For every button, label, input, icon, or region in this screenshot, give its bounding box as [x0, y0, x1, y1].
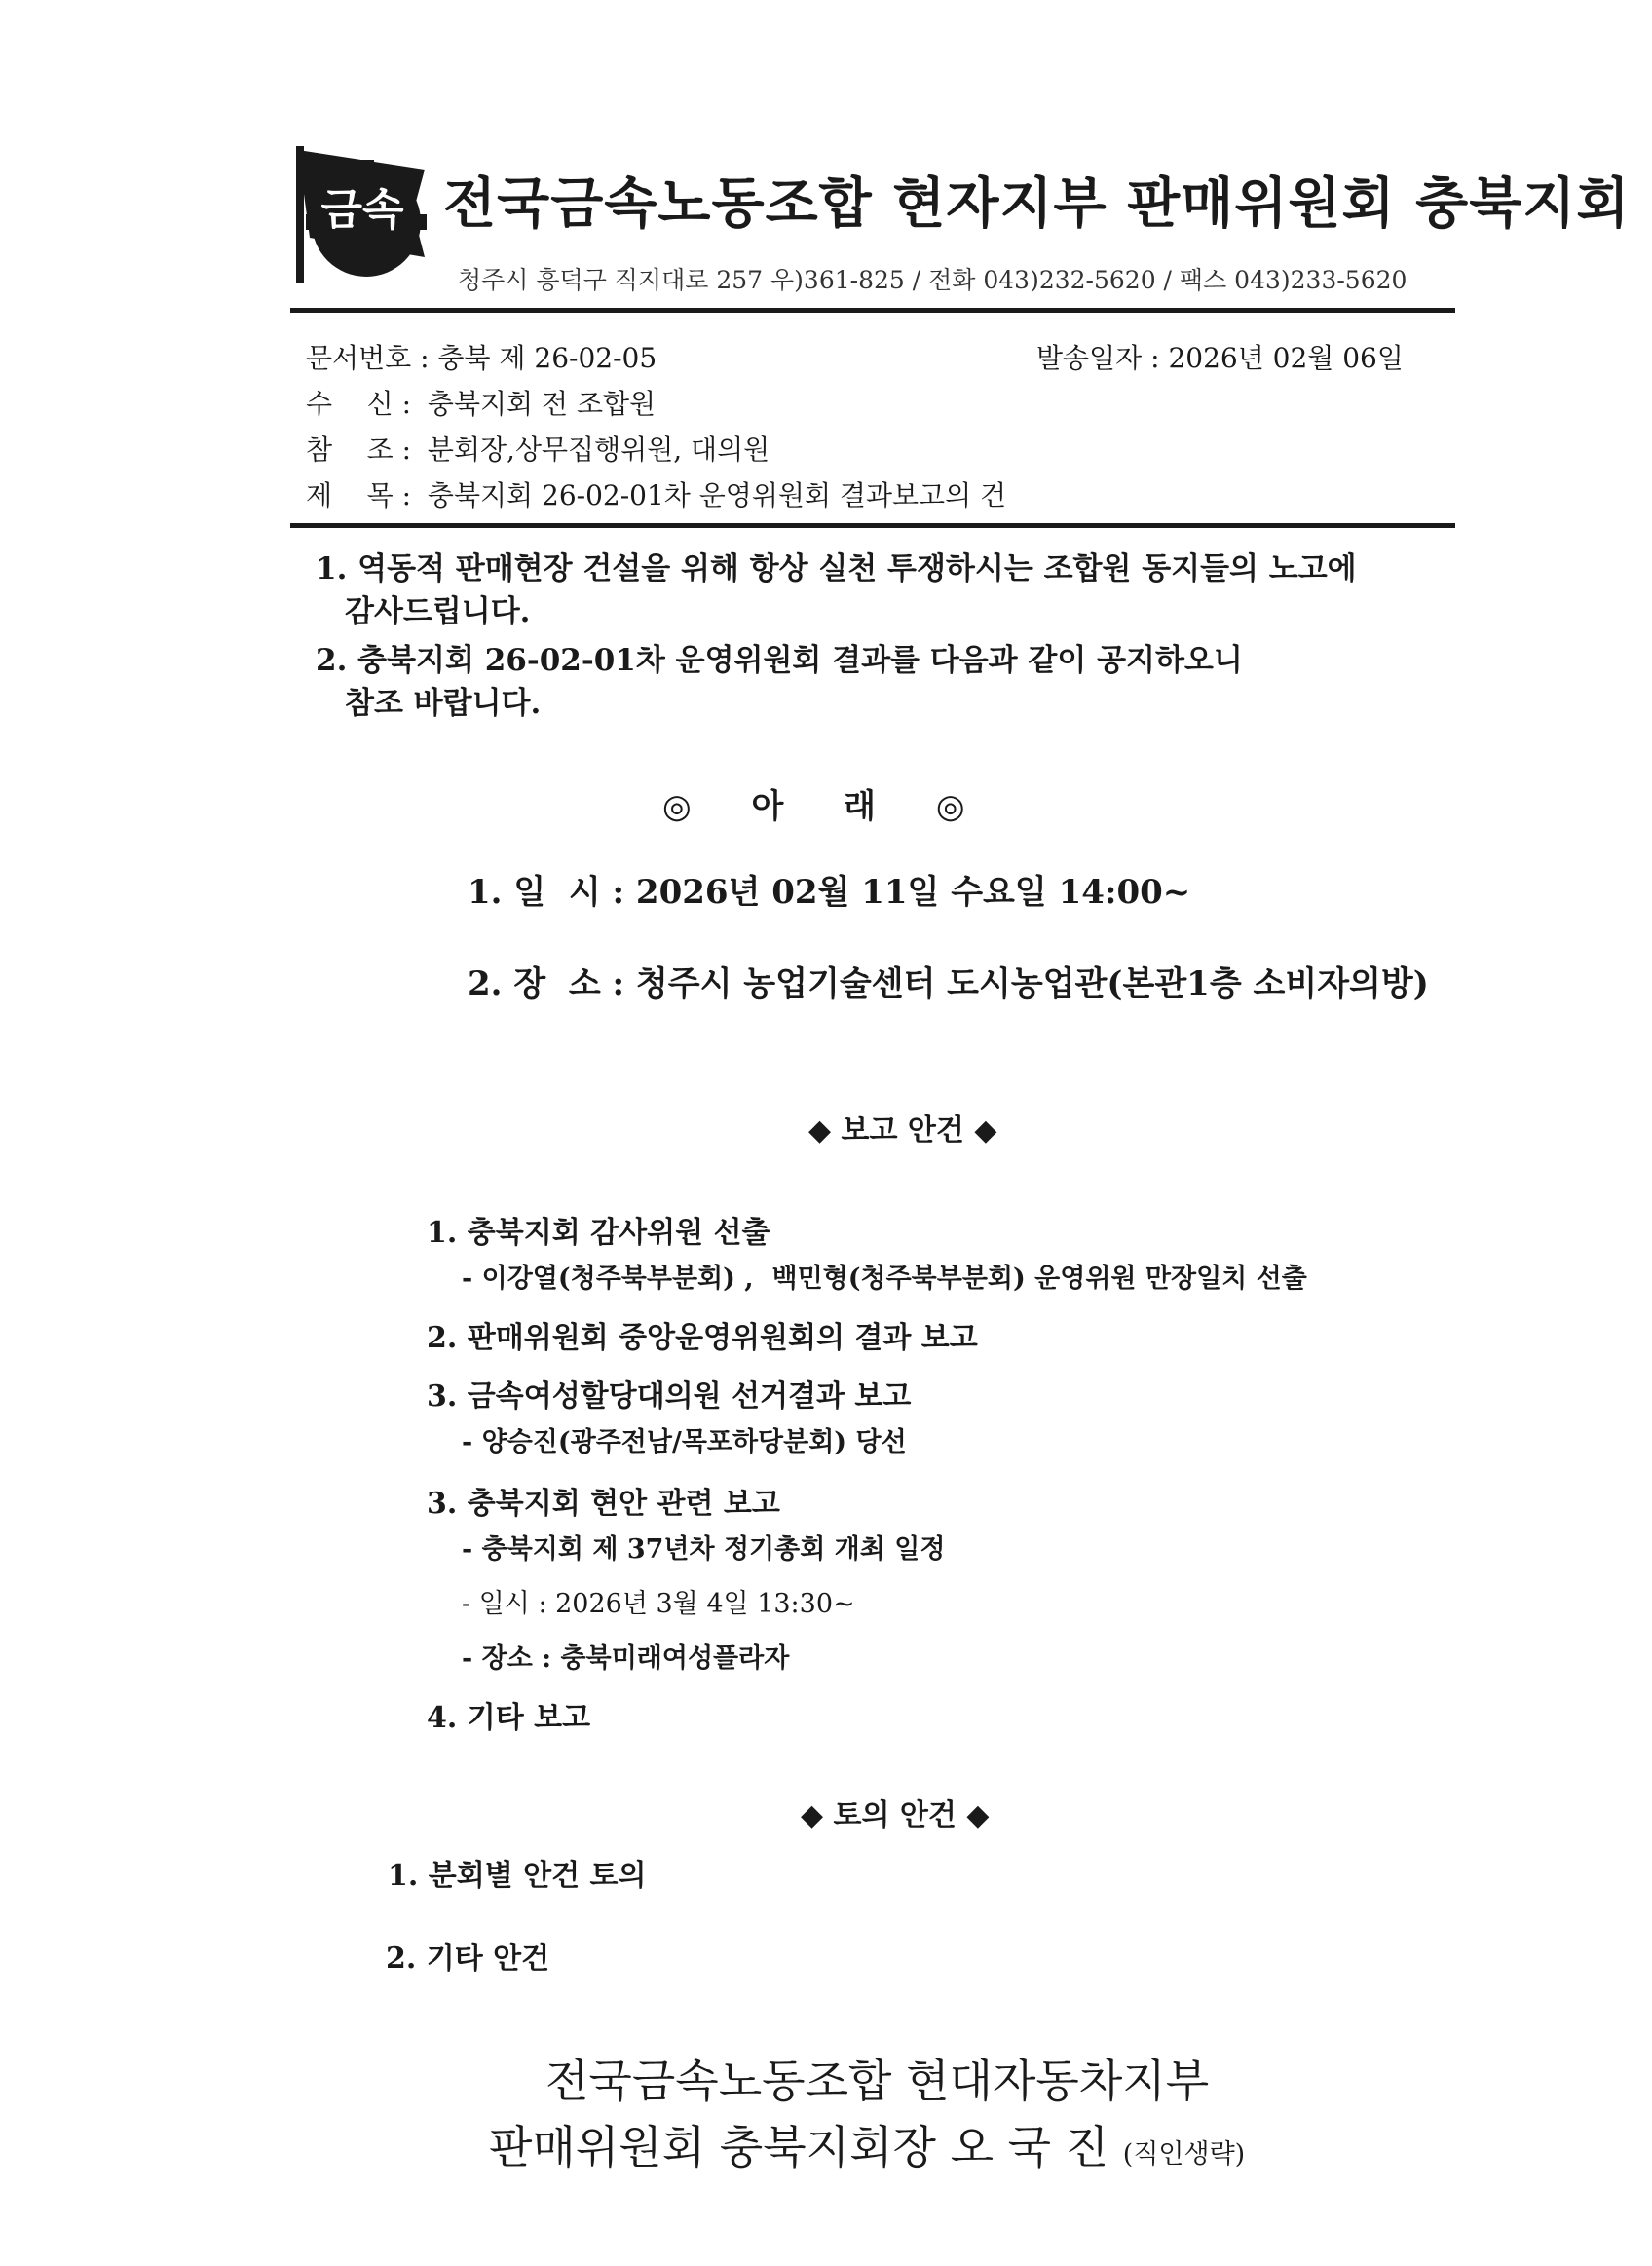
reference-row: [306, 429, 770, 468]
reference-value: 분회장,상무집행위원, 대의원: [427, 434, 770, 466]
signature-line-2: [489, 2112, 1245, 2176]
header-divider: [290, 308, 1455, 313]
org-title: 전국금속노동조합 현자지부 판매위원회 충북지회: [443, 172, 1631, 236]
report-item: 4. 기타 보고: [427, 1701, 591, 1735]
discussion-item: 2. 기타 안건: [386, 1942, 550, 1976]
union-logo: [288, 142, 434, 288]
recipient-value: 충북지회 전 조합원: [427, 388, 657, 420]
signature-name: 판매위원회 충북지회장 오 국 진: [489, 2121, 1109, 2173]
report-subitem: - 충북지회 제 37년차 정기총회 개최 일정: [462, 1534, 946, 1565]
intro-line-1a: 1. 역동적 판매현장 건설을 위해 항상 실천 투쟁하시는 조합원 동지들의 노고에: [316, 551, 1357, 586]
report-heading: ◆ 보고 안건 ◆: [808, 1114, 997, 1148]
recipient-label: 수 신 :: [306, 388, 412, 420]
send-date-label: 발송일자 :: [1036, 342, 1160, 374]
intro-line-1b: 감사드립니다.: [345, 594, 531, 629]
subject-value: 충북지회 26-02-01차 운영위원회 결과보고의 건: [427, 479, 1007, 511]
discussion-item: 1. 분회별 안건 토의: [388, 1859, 647, 1893]
meta-divider: [290, 523, 1455, 528]
intro-line-2b: 참조 바랍니다.: [345, 686, 542, 721]
notice-heading: ◎ 아 래 ◎: [662, 787, 965, 826]
seal-omitted-note: (직인생략): [1122, 2139, 1246, 2170]
report-item: 3. 충북지회 현안 관련 보고: [427, 1487, 780, 1521]
report-subitem: - 양승진(광주전남/목포하당분회) 당선: [462, 1427, 907, 1457]
subject-label: 제 목 :: [306, 479, 412, 511]
report-subitem: - 이강열(청주북부분회) , 백민형(청주북부분회) 운영위원 만장일치 선출: [462, 1264, 1307, 1294]
report-item: 2. 판매위원회 중앙운영위원회의 결과 보고: [427, 1321, 978, 1355]
org-address: 청주시 흥덕구 직지대로 257 우)361-825 / 전화 043)232-5620 / 팩스 043)233-5620: [458, 266, 1408, 294]
report-subitem: - 장소 : 충북미래여성플라자: [462, 1643, 790, 1674]
report-subitem: - 일시 : 2026년 3월 4일 13:30~: [462, 1589, 855, 1619]
doc-number-label: 문서번호 :: [306, 342, 430, 374]
report-item: 1. 충북지회 감사위원 선출: [427, 1216, 770, 1250]
logo-text: 금속: [320, 185, 404, 235]
intro-line-2a: 2. 충북지회 26-02-01차 운영위원회 결과를 다음과 같이 공지하오니: [316, 643, 1243, 678]
doc-number-row: [306, 337, 657, 376]
subject-row: [306, 474, 1006, 513]
signature-line-1: 전국금속노동조합 현대자동차지부: [545, 2055, 1210, 2107]
discussion-heading: ◆ 토의 안건 ◆: [801, 1798, 990, 1832]
reference-label: 참 조 :: [306, 434, 412, 466]
schedule-place: 2. 장 소 : 청주시 농업기술센터 도시농업관(본관1층 소비자의방): [468, 964, 1429, 1003]
schedule-time: 1. 일 시 : 2026년 02월 11일 수요일 14:00~: [468, 873, 1191, 912]
send-date-value: 2026년 02월 06일: [1168, 342, 1404, 374]
doc-number-value: 충북 제 26-02-05: [437, 342, 657, 374]
recipient-row: [306, 383, 656, 422]
report-item: 3. 금속여성할당대의원 선거결과 보고: [427, 1379, 912, 1414]
send-date-row: [1036, 337, 1404, 376]
